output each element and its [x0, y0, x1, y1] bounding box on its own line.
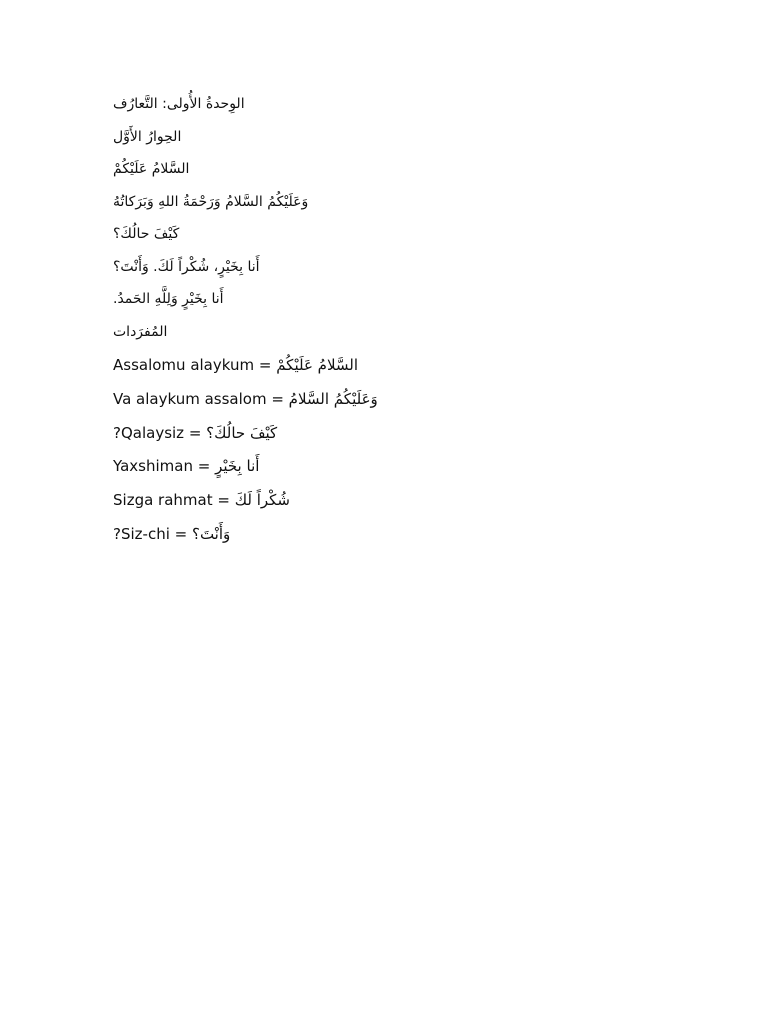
dialogue-line: أَنا بِخَيْرٍ وَلِلَّهِ الحَمدُ.: [113, 291, 224, 307]
dialogue-line: وَعَلَيْكُمُ السَّلامُ وَرَحْمَةُ اللهِ وَبَرَكاتُهُ: [113, 193, 309, 210]
vocabulary-item: شُكْراً لَكَ = Sizga rahmat: [113, 491, 290, 510]
dialogue-line: السَّلامُ عَلَيْكُمْ: [113, 161, 190, 177]
vocabulary-heading: المُفرَدات: [113, 323, 168, 340]
vocabulary-item: وَعَلَيْكُمُ السَّلامُ = Va alaykum assalom: [113, 389, 378, 408]
dialogue-line: كَيْفَ حالُكَ؟: [113, 226, 180, 242]
document-body: [113, 88, 673, 551]
vocabulary-item: كَيْفَ حالُكَ؟ = Qalaysiz?: [113, 423, 278, 442]
vocabulary-item: وَأَنْتَ؟ = Siz-chi?: [113, 524, 231, 543]
dialogue-line: أَنا بِخَيْرٍ، شُكْراً لَكَ. وَأَنْتَ؟: [113, 258, 260, 275]
vocabulary-item: السَّلامُ عَلَيْكُمْ = Assalomu alaykum: [113, 356, 359, 374]
unit-title: الوِحدةُ الأُولى: التَّعارُف: [113, 96, 245, 112]
vocabulary-item: أَنا بِخَيْرٍ = Yaxshiman: [113, 457, 260, 476]
dialogue-heading: الحِوارُ الأَوَّل: [113, 128, 182, 145]
